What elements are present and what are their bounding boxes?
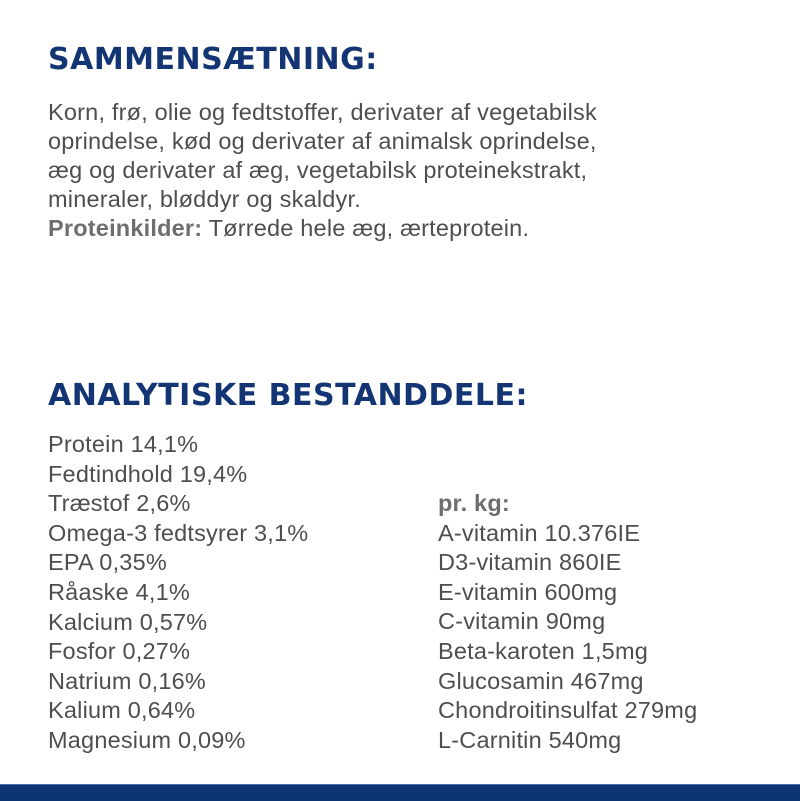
composition-line: mineraler, bløddyr og skaldyr. (48, 186, 361, 212)
footer-bar (0, 784, 800, 801)
vitamin-item: L-Carnitin 540mg (438, 726, 622, 753)
vitamin-item: A-vitamin 10.376IE (438, 519, 641, 546)
vitamin-item: Beta-karoten 1,5mg (438, 637, 648, 664)
analytical-left-list (48, 430, 308, 756)
analytical-right-list (438, 489, 697, 755)
analytical-item: Fosfor 0,27% (48, 638, 191, 665)
analytical-item: Natrium 0,16% (48, 667, 207, 694)
composition-line: Korn, frø, olie og fedtstoffer, derivater af vegetabilsk (48, 99, 597, 125)
composition-heading: SAMMENSÆTNING: (48, 42, 378, 77)
analytical-item: Magnesium 0,09% (48, 726, 246, 753)
vitamin-item: Glucosamin 467mg (438, 667, 644, 694)
analytical-item: Kalcium 0,57% (48, 608, 208, 635)
protein-sources-label: Proteinkilder: (48, 215, 203, 241)
vitamin-item: E-vitamin 600mg (438, 578, 618, 605)
analytical-item: Protein 14,1% (48, 431, 199, 457)
per-kg-label: pr. kg: (438, 490, 510, 516)
vitamin-item: Chondroitinsulfat 279mg (438, 697, 698, 724)
analytical-item: Råaske 4,1% (48, 578, 190, 605)
analytical-item: Kalium 0,64% (48, 697, 196, 724)
analytical-item: EPA 0,35% (48, 549, 167, 576)
composition-line: oprindelse, kød og derivater af animalsk oprindelse, (48, 128, 597, 154)
composition-line: æg og derivater af æg, vegetabilsk proteinekstrakt, (48, 157, 588, 183)
analytical-item: Træstof 2,6% (48, 490, 191, 517)
analytical-item: Omega-3 fedtsyrer 3,1% (48, 519, 309, 546)
protein-sources (48, 214, 768, 243)
analytical-heading: ANALYTISKE BESTANDDELE: (48, 378, 528, 413)
composition-text (48, 98, 768, 243)
analytical-item: Fedtindhold 19,4% (48, 460, 248, 487)
vitamin-item: C-vitamin 90mg (438, 608, 606, 635)
protein-sources-value: Tørrede hele æg, ærteprotein. (202, 215, 530, 241)
vitamin-item: D3-vitamin 860IE (438, 549, 622, 576)
